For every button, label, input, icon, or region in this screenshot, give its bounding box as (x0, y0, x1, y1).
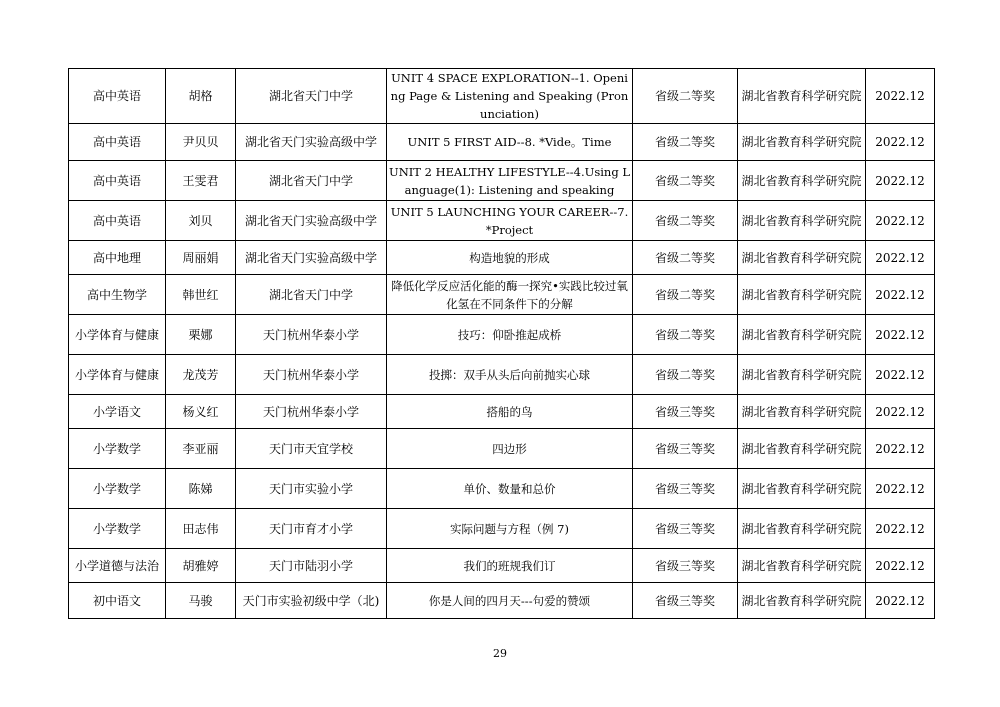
date-cell: 2022.12 (866, 315, 935, 355)
school-cell: 天门市实验小学 (236, 469, 387, 509)
lesson-title-cell: 单价、数量和总价 (387, 469, 633, 509)
subject-cell: 高中英语 (69, 124, 166, 161)
school-cell: 湖北省天门中学 (236, 161, 387, 201)
table-row (69, 201, 935, 241)
date-cell: 2022.12 (866, 161, 935, 201)
award-level-cell: 省级三等奖 (633, 395, 738, 429)
table-row (69, 429, 935, 469)
subject-cell: 高中英语 (69, 201, 166, 241)
teacher-name-cell: 韩世红 (166, 275, 236, 315)
lesson-title-cell: 四边形 (387, 429, 633, 469)
issuing-organization-cell: 湖北省教育科学研究院 (738, 241, 866, 275)
subject-cell: 初中语文 (69, 583, 166, 619)
award-level-cell: 省级三等奖 (633, 469, 738, 509)
issuing-organization-cell: 湖北省教育科学研究院 (738, 275, 866, 315)
table-row (69, 124, 935, 161)
teacher-name-cell: 周丽娟 (166, 241, 236, 275)
teacher-name-cell: 胡格 (166, 69, 236, 124)
school-cell: 湖北省天门实验高级中学 (236, 241, 387, 275)
date-cell: 2022.12 (866, 201, 935, 241)
school-cell: 湖北省天门中学 (236, 69, 387, 124)
award-level-cell: 省级二等奖 (633, 124, 738, 161)
teacher-name-cell: 胡雅婷 (166, 549, 236, 583)
subject-cell: 小学数学 (69, 429, 166, 469)
school-cell: 湖北省天门实验高级中学 (236, 124, 387, 161)
award-level-cell: 省级二等奖 (633, 241, 738, 275)
lesson-title-cell: 我们的班规我们订 (387, 549, 633, 583)
awards-table-body (69, 69, 935, 619)
school-cell: 天门杭州华泰小学 (236, 315, 387, 355)
subject-cell: 高中英语 (69, 69, 166, 124)
award-level-cell: 省级二等奖 (633, 315, 738, 355)
school-cell: 天门市育才小学 (236, 509, 387, 549)
awards-table (68, 68, 935, 619)
date-cell: 2022.12 (866, 124, 935, 161)
issuing-organization-cell: 湖北省教育科学研究院 (738, 509, 866, 549)
page-number: 29 (493, 647, 507, 660)
table-row (69, 161, 935, 201)
issuing-organization-cell: 湖北省教育科学研究院 (738, 355, 866, 395)
lesson-title-cell: 投掷：双手从头后向前抛实心球 (387, 355, 633, 395)
award-level-cell: 省级三等奖 (633, 583, 738, 619)
lesson-title-cell: 你是人间的四月天---句爱的赞颂 (387, 583, 633, 619)
issuing-organization-cell: 湖北省教育科学研究院 (738, 429, 866, 469)
issuing-organization-cell: 湖北省教育科学研究院 (738, 469, 866, 509)
lesson-title-cell: UNIT 2 HEALTHY LIFESTYLE--4.Using Language(1): Listening and speaking (387, 161, 633, 201)
date-cell: 2022.12 (866, 429, 935, 469)
table-row (69, 275, 935, 315)
table-row (69, 469, 935, 509)
date-cell: 2022.12 (866, 275, 935, 315)
table-row (69, 583, 935, 619)
date-cell: 2022.12 (866, 469, 935, 509)
subject-cell: 高中生物学 (69, 275, 166, 315)
subject-cell: 小学道德与法治 (69, 549, 166, 583)
teacher-name-cell: 李亚丽 (166, 429, 236, 469)
lesson-title-cell: UNIT 5 LAUNCHING YOUR CAREER--7. *Project (387, 201, 633, 241)
award-level-cell: 省级二等奖 (633, 355, 738, 395)
teacher-name-cell: 栗娜 (166, 315, 236, 355)
issuing-organization-cell: 湖北省教育科学研究院 (738, 315, 866, 355)
teacher-name-cell: 杨义红 (166, 395, 236, 429)
issuing-organization-cell: 湖北省教育科学研究院 (738, 161, 866, 201)
school-cell: 天门市实验初级中学（北) (236, 583, 387, 619)
subject-cell: 小学数学 (69, 469, 166, 509)
issuing-organization-cell: 湖北省教育科学研究院 (738, 395, 866, 429)
teacher-name-cell: 田志伟 (166, 509, 236, 549)
table-row (69, 69, 935, 124)
date-cell: 2022.12 (866, 241, 935, 275)
subject-cell: 小学体育与健康 (69, 355, 166, 395)
lesson-title-cell: 搭船的鸟 (387, 395, 633, 429)
subject-cell: 小学数学 (69, 509, 166, 549)
subject-cell: 高中地理 (69, 241, 166, 275)
teacher-name-cell: 王雯君 (166, 161, 236, 201)
lesson-title-cell: 降低化学反应活化能的酶一探究•实践比较过氧化氢在不同条件下的分解 (387, 275, 633, 315)
teacher-name-cell: 陈娣 (166, 469, 236, 509)
date-cell: 2022.12 (866, 69, 935, 124)
teacher-name-cell: 刘贝 (166, 201, 236, 241)
date-cell: 2022.12 (866, 355, 935, 395)
lesson-title-cell: 技巧：仰卧推起成桥 (387, 315, 633, 355)
lesson-title-cell: UNIT 5 FIRST AID--8. *Vide。Time (387, 124, 633, 161)
school-cell: 天门杭州华泰小学 (236, 395, 387, 429)
teacher-name-cell: 尹贝贝 (166, 124, 236, 161)
teacher-name-cell: 龙茂芳 (166, 355, 236, 395)
table-row (69, 315, 935, 355)
issuing-organization-cell: 湖北省教育科学研究院 (738, 583, 866, 619)
table-row (69, 509, 935, 549)
date-cell: 2022.12 (866, 509, 935, 549)
subject-cell: 小学体育与健康 (69, 315, 166, 355)
lesson-title-cell: 实际问题与方程（例 7) (387, 509, 633, 549)
table-row (69, 241, 935, 275)
table-row (69, 549, 935, 583)
school-cell: 天门市陆羽小学 (236, 549, 387, 583)
award-level-cell: 省级二等奖 (633, 69, 738, 124)
school-cell: 天门市天宜学校 (236, 429, 387, 469)
date-cell: 2022.12 (866, 583, 935, 619)
issuing-organization-cell: 湖北省教育科学研究院 (738, 549, 866, 583)
school-cell: 湖北省天门中学 (236, 275, 387, 315)
date-cell: 2022.12 (866, 549, 935, 583)
award-level-cell: 省级三等奖 (633, 429, 738, 469)
lesson-title-cell: UNIT 4 SPACE EXPLORATION--1. Opening Page & Listening and Speaking (Pronunciation) (387, 69, 633, 124)
award-level-cell: 省级二等奖 (633, 201, 738, 241)
award-level-cell: 省级二等奖 (633, 275, 738, 315)
subject-cell: 小学语文 (69, 395, 166, 429)
issuing-organization-cell: 湖北省教育科学研究院 (738, 69, 866, 124)
award-level-cell: 省级三等奖 (633, 549, 738, 583)
award-level-cell: 省级二等奖 (633, 161, 738, 201)
table-row (69, 355, 935, 395)
lesson-title-cell: 构造地貌的形成 (387, 241, 633, 275)
school-cell: 天门杭州华泰小学 (236, 355, 387, 395)
table-row (69, 395, 935, 429)
teacher-name-cell: 马骏 (166, 583, 236, 619)
subject-cell: 高中英语 (69, 161, 166, 201)
award-level-cell: 省级三等奖 (633, 509, 738, 549)
date-cell: 2022.12 (866, 395, 935, 429)
issuing-organization-cell: 湖北省教育科学研究院 (738, 201, 866, 241)
school-cell: 湖北省天门实验高级中学 (236, 201, 387, 241)
issuing-organization-cell: 湖北省教育科学研究院 (738, 124, 866, 161)
